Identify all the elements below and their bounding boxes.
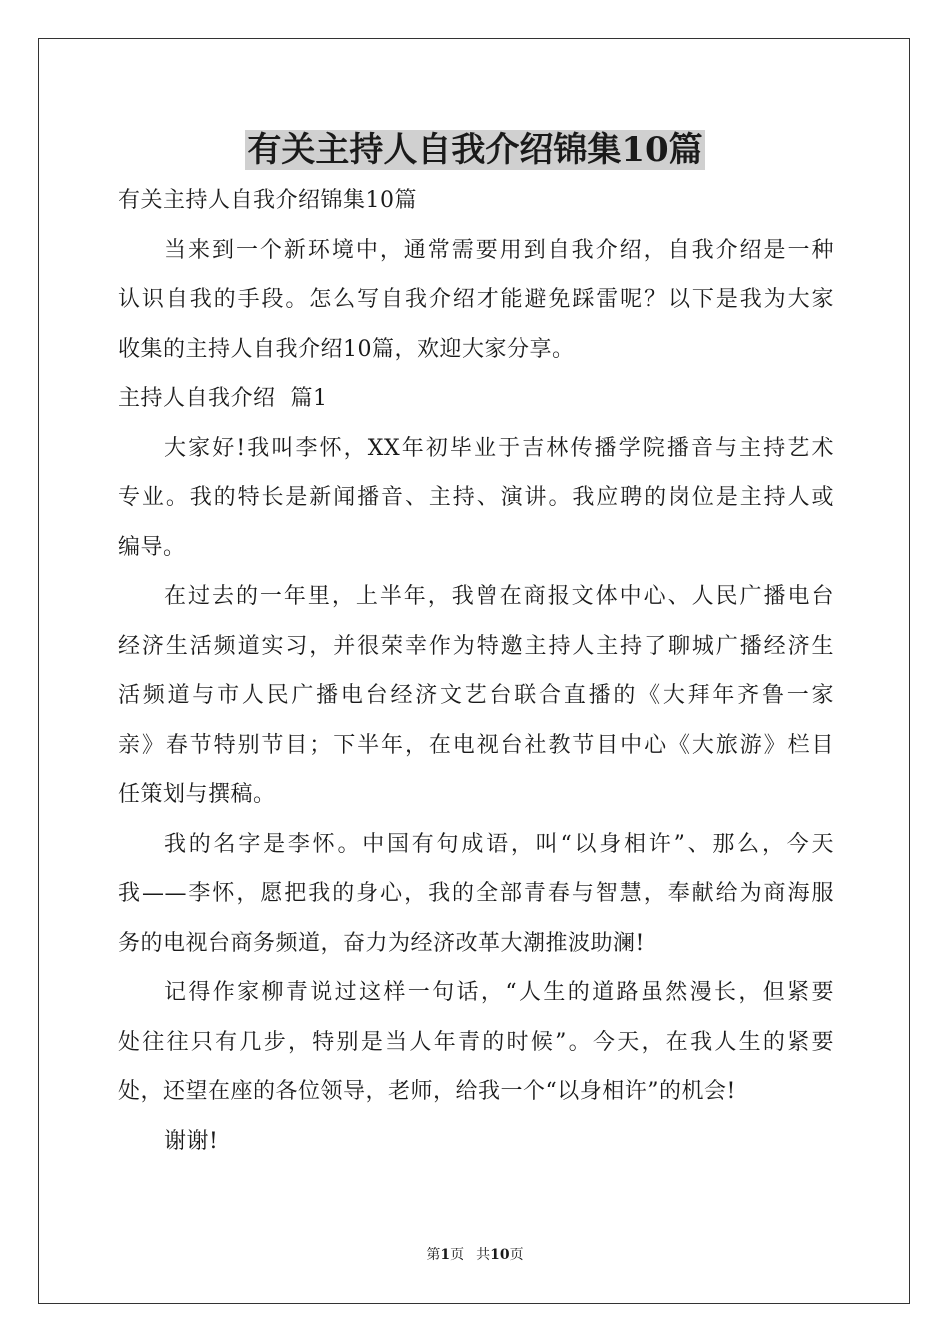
page-footer (0, 1245, 950, 1265)
page-number-suffix: 页 (450, 1247, 465, 1263)
intro-line: 认识自我的手段。怎么写自我介绍才能避免踩雷呢？以下是我为大家 (118, 287, 834, 312)
paragraph-line: 经济生活频道实习，并很荣幸作为特邀主持人主持了聊城广播经济生 (118, 633, 834, 659)
page-number-prefix: 第 (426, 1247, 441, 1263)
document-subtitle: 有关主持人自我介绍锦集10篇 (118, 188, 417, 213)
paragraph-line: 我的名字是李怀。中国有句成语，叫“以身相许”、那么，今天 (164, 831, 834, 857)
paragraph-3 (118, 820, 834, 969)
paragraph-line: 任策划与撰稿。 (118, 782, 276, 807)
page-total-prefix: 共 (476, 1247, 491, 1263)
paragraph-line: 务的电视台商务频道，奋力为经济改革大潮推波助澜! (118, 930, 645, 956)
paragraph-1 (118, 424, 834, 573)
paragraph-line: 活频道与市人民广播电台经济文艺台联合直播的《大拜年齐鲁一家 (118, 683, 834, 708)
paragraph-line: 谢谢! (164, 1128, 219, 1154)
paragraph-line: 亲》春节特别节目；下半年，在电视台社教节目中心《大旅游》栏目 (118, 732, 834, 758)
paragraph-line: 编导。 (118, 534, 186, 560)
document-body (118, 176, 834, 1166)
page-total: 10 (490, 1247, 510, 1263)
document-title (0, 126, 950, 174)
paragraph-5 (118, 1117, 834, 1167)
document-title-text: 有关主持人自我介绍锦集10篇 (247, 130, 703, 170)
page-total-suffix: 页 (509, 1247, 524, 1263)
intro-line: 收集的主持人自我介绍10篇，欢迎大家分享。 (118, 336, 575, 362)
paragraph-line: 大家好!我叫李怀，XX年初毕业于吉林传播学院播音与主持艺术 (164, 435, 834, 461)
paragraph-line: 处往往只有几步，特别是当人年青的时候”。今天，在我人生的紧要 (118, 1029, 834, 1055)
page-number-current: 1 (440, 1247, 451, 1263)
paragraph-line: 记得作家柳青说过这样一句话，“人生的道路虽然漫长，但紧要 (164, 980, 834, 1005)
paragraph-line: 我——李怀，愿把我的身心，我的全部青春与智慧，奉献给为商海服 (118, 881, 834, 906)
paragraph-2 (118, 572, 834, 820)
section-heading: 主持人自我介绍 篇1 (118, 386, 328, 411)
paragraph-line: 处，还望在座的各位领导，老师，给我一个“以身相许”的机会! (118, 1079, 736, 1104)
intro-line: 当来到一个新环境中，通常需要用到自我介绍，自我介绍是一种 (164, 237, 834, 263)
intro-paragraph (118, 226, 834, 375)
paragraph-4 (118, 968, 834, 1117)
paragraph-line: 在过去的一年里，上半年，我曾在商报文体中心、人民广播电台 (164, 584, 834, 609)
paragraph-line: 专业。我的特长是新闻播音、主持、演讲。我应聘的岗位是主持人或 (118, 485, 834, 510)
